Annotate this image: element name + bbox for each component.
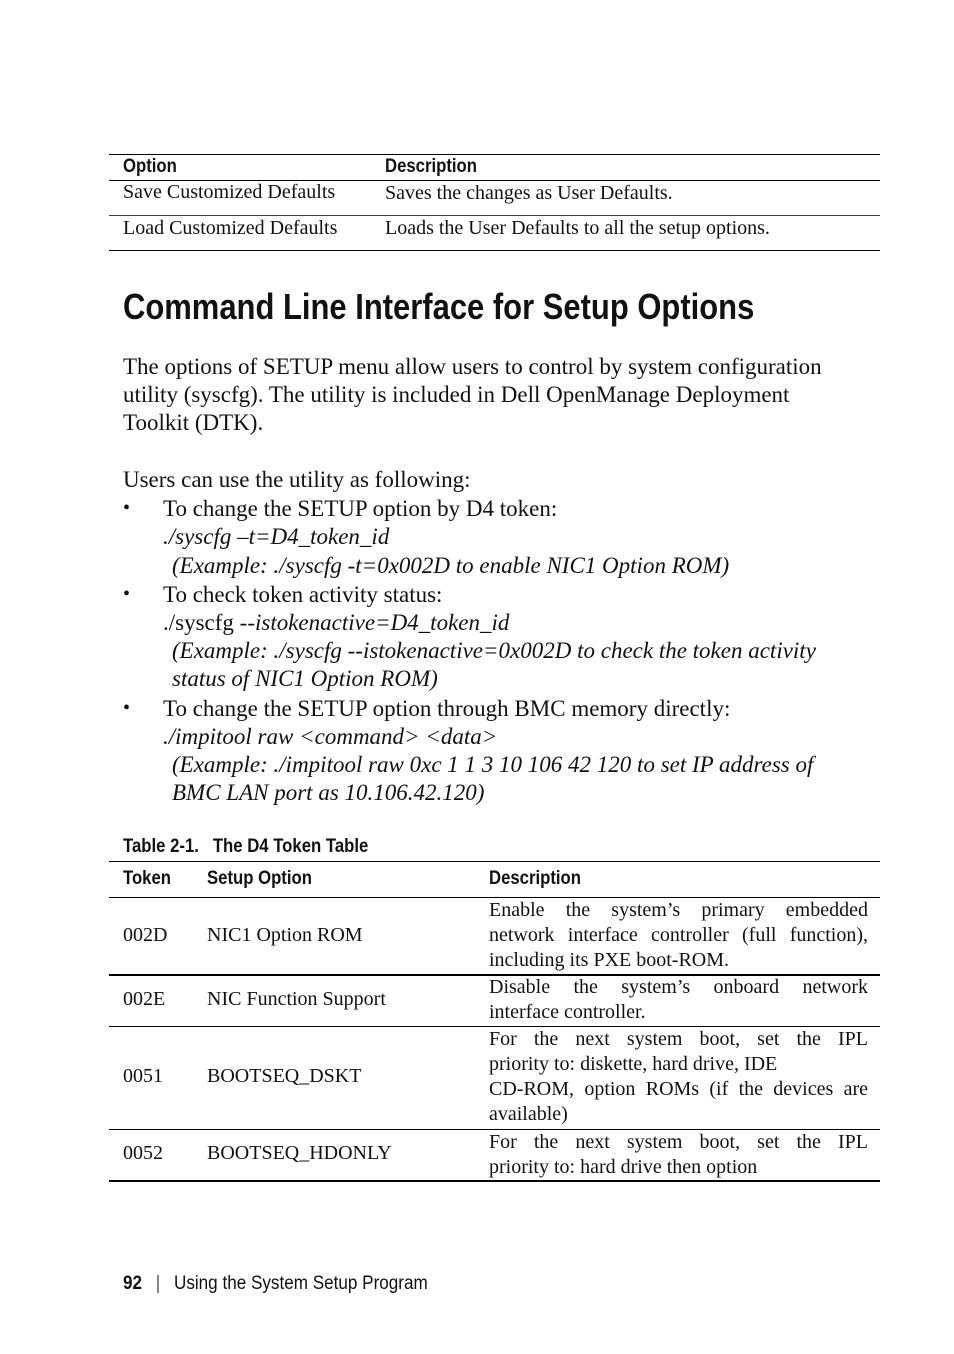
token-header-setup-option: Setup Option <box>207 868 312 889</box>
bullet-2-command-prefix: ./syscfg <box>163 610 240 635</box>
token-row-1-desc-line: including its PXE boot-ROM. <box>489 949 730 971</box>
bullet-2-command-line <box>163 609 509 637</box>
options-table-row-rule <box>109 215 880 216</box>
token-row-1-token: 002D <box>123 924 168 946</box>
token-row-1-description <box>489 898 868 973</box>
token-row-4-desc-line: For the next system boot, set the IPL <box>489 1131 868 1153</box>
options-header-option: Option <box>123 156 177 177</box>
token-row-3-desc-line: available) <box>489 1103 568 1125</box>
intro-paragraph <box>123 353 822 437</box>
intro-line-3: Toolkit (DTK). <box>123 410 264 435</box>
bullet-3-command: ./impitool raw <command> <data> <box>163 724 498 749</box>
token-table-bottom-rule <box>109 1180 880 1182</box>
token-row-1-desc-line: network interface controller (full function), <box>489 924 868 946</box>
options-table-bottom-rule <box>109 250 880 251</box>
bullet-3-example-line-2: BMC LAN port as 10.106.42.120) <box>172 780 485 805</box>
intro-line-2: utility (syscfg). The utility is included in Dell OpenManage Deployment <box>123 382 790 407</box>
token-row-3-option: BOOTSEQ_DSKT <box>207 1065 362 1087</box>
bullet-2-text: To check token activity status: <box>163 582 443 607</box>
token-row-2-desc-line: interface controller. <box>489 1001 646 1023</box>
token-row-2-description <box>489 975 868 1025</box>
token-row-3-token: 0051 <box>123 1065 163 1087</box>
token-row-4-description <box>489 1130 868 1180</box>
token-row-3-desc-line: CD-ROM, option ROMs (if the devices are <box>489 1078 868 1100</box>
token-header-token: Token <box>123 868 172 889</box>
bullet-1-command: ./syscfg –t=D4_token_id <box>163 524 390 549</box>
bullet-2-example-line-1: (Example: ./syscfg --istokenactive=0x002D to check the token activity <box>172 638 816 663</box>
token-row-2-desc-line: Disable the system’s onboard network <box>489 976 868 998</box>
options-header-description: Description <box>385 156 477 177</box>
options-row-1-option: Save Customized Defaults <box>123 181 336 203</box>
options-table-top-rule <box>109 154 880 155</box>
bullet-dot-2: • <box>123 583 131 605</box>
token-table-caption: Table 2-1. The D4 Token Table <box>123 836 369 857</box>
bullet-1-example: (Example: ./syscfg -t=0x002D to enable NIC1 Option ROM) <box>172 553 730 578</box>
bullet-3-text: To change the SETUP option through BMC memory directly: <box>163 696 731 721</box>
bullet-3-example-line-1: (Example: ./impitool raw 0xc 1 1 3 10 106 42 120 to set IP address of <box>172 752 814 777</box>
token-row-1-option: NIC1 Option ROM <box>207 924 363 946</box>
bullet-dot-3: • <box>123 697 131 719</box>
footer-separator: | <box>155 1273 161 1294</box>
token-row-4-desc-line: priority to: hard drive then option <box>489 1156 758 1178</box>
footer-chapter-title: Using the System Setup Program <box>173 1273 428 1294</box>
token-table-top-rule <box>109 861 880 862</box>
token-header-description: Description <box>489 868 581 889</box>
options-row-1-description: Saves the changes as User Defaults. <box>385 182 673 204</box>
bullet-1-text: To change the SETUP option by D4 token: <box>163 496 558 521</box>
options-row-2-option: Load Customized Defaults <box>123 217 338 239</box>
token-row-1-desc-line: Enable the system’s primary embedded <box>489 899 868 921</box>
options-row-2-description: Loads the User Defaults to all the setup options. <box>385 217 770 239</box>
intro-line-1: The options of SETUP menu allow users to control by system configuration <box>123 354 822 379</box>
token-row-4-token: 0052 <box>123 1142 163 1164</box>
token-row-3-description <box>489 1027 868 1127</box>
bullet-2-command: --istokenactive=D4_token_id <box>239 610 510 635</box>
token-row-3-desc-line: priority to: diskette, hard drive, IDE <box>489 1053 778 1075</box>
token-row-3-desc-line: For the next system boot, set the IPL <box>489 1028 868 1050</box>
bullet-dot-1: • <box>123 497 131 519</box>
token-row-4-option: BOOTSEQ_HDONLY <box>207 1142 392 1164</box>
page-number: 92 <box>123 1273 143 1294</box>
page-footer <box>123 1273 428 1295</box>
token-row-2-option: NIC Function Support <box>207 988 386 1010</box>
token-row-2-token: 002E <box>123 988 166 1010</box>
usage-intro: Users can use the utility as following: <box>123 467 471 492</box>
section-title: Command Line Interface for Setup Options <box>123 286 755 327</box>
bullet-2-example-line-2: status of NIC1 Option ROM) <box>172 666 438 691</box>
